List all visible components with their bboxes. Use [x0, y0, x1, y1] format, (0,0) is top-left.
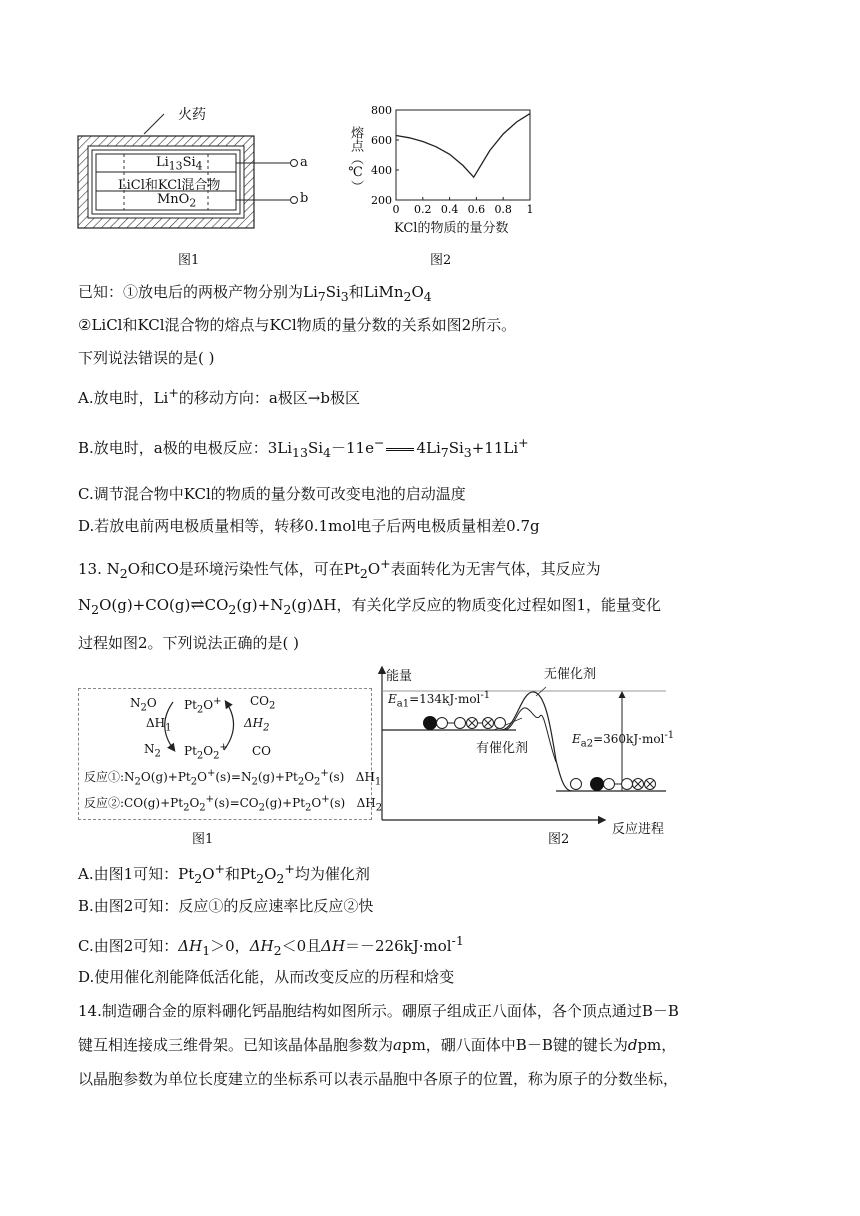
product-molecules	[571, 777, 656, 791]
ea2-label: $E_{a2}=360kJ\cdot mol^{-1}$	[572, 730, 675, 750]
q14-line1: 14.制造硼合金的原料硼化钙晶胞结构如图所示。硼原子组成正八面体，各个顶点通过B－B	[78, 1002, 679, 1020]
y-tick-label: 400	[371, 164, 392, 177]
y-tick-label: 600	[371, 134, 392, 147]
q12-known2: ②LiCl和KCl混合物的熔点与KCl物质的量分数的关系如图2所示。	[78, 316, 517, 334]
ea1-label: $E_{a1}=134kJ\cdot mol^{-1}$	[388, 690, 491, 710]
x-tick-label: 0.8	[494, 203, 512, 216]
cycle-co: CO	[252, 744, 272, 758]
energy-xlabel: 反应进程	[612, 822, 665, 837]
cycle-dh2: $\Delta H_2$	[244, 716, 270, 734]
cycle-n2o: $N_2O$	[130, 696, 157, 714]
q14-line3: 以晶胞参数为单位长度建立的坐标系可以表示晶胞中各原子的位置，称为原子的分数坐标，	[78, 1070, 679, 1088]
q12-option-d: D.若放电前两电极质量相等，转移0.1mol电子后两电极质量相差0.7g	[78, 517, 540, 535]
q12-option-a: A.放电时，Li+的移动方向：a极区→b极区	[78, 385, 360, 407]
mp-ylabel: 熔点（℃）	[348, 126, 363, 193]
q13-option-c: C.由图2可知：$\Delta H_1>0$，$\Delta H_2<0$且ΔH＝－226kJ·mol$^{-1}$	[78, 933, 464, 958]
cycle-pt2o2: $Pt_2O_2^+$	[184, 742, 228, 762]
layer-cathode: MnO$_2$	[157, 192, 197, 210]
q13-option-b: B.由图2可知：反应①的反应速率比反应②快	[78, 897, 374, 915]
terminal-b: b	[300, 191, 309, 206]
cycle-reaction-1: 反应$①:N_2O(g)+Pt_2O^+(s)=N_2(g)+Pt_2O_2^+(s)$ $\Delta H_1$	[84, 768, 382, 788]
no-catalyst-label: 无催化剂	[544, 667, 597, 682]
y-tick-label: 200	[371, 194, 392, 207]
cycle-co2: $CO_2$	[250, 694, 276, 712]
layer-electrolyte: LiCl和KCl混合物	[118, 178, 221, 193]
plot-frame	[396, 110, 530, 200]
q12-option-b: B.放电时，a极的电极反应：$3Li_{13}Si_4-11e^-$ $4Li_7Si_3+11Li^+$	[78, 435, 529, 460]
q12-known1: 已知：①放电后的两极产物分别为$Li_7Si_3$和$LiMn_2O_4$	[78, 283, 432, 304]
mp-xlabel: KCl的物质的量分数	[394, 221, 509, 236]
cycle-n2: $N_2$	[144, 742, 161, 760]
series-line	[396, 114, 530, 178]
x-tick-label: 0	[392, 203, 400, 216]
q13-option-a: A.由图1可知：$Pt_2O^+$和$Pt_2O_2^+$均为催化剂	[78, 861, 370, 886]
terminal-a: a	[300, 155, 308, 170]
with-catalyst-label: 有催化剂	[476, 741, 529, 756]
q13-line3: 过程如图2。下列说法正确的是( )	[78, 634, 300, 652]
q13-line2: $N_2O(g)+CO(g)\rightleftharpoons CO_2(g)+N_2(g)\Delta H$，有关化学反应的物质变化过程如图1，能量变化	[78, 595, 662, 617]
cycle-pt2o-top: $Pt_2O^+$	[184, 696, 222, 716]
q14-line2: 键互相连接成三维骨架。已知该晶体晶胞参数为apm，硼八面体中B－B键的键长为dpm，	[78, 1036, 677, 1054]
q13-fig2-caption: 图2	[548, 832, 570, 847]
powder-label: 火药	[178, 107, 206, 123]
x-tick-label: 0.6	[467, 203, 486, 216]
cycle-dh1: $\Delta H_1$	[146, 716, 172, 734]
y-tick-label: 800	[371, 104, 392, 117]
q13-line1: 13. $N_2O$和CO是环境污染性气体，可在$Pt_2O^+$表面转化为无害气体，其反应为	[78, 556, 601, 581]
layer-anode: $Li_{13}Si_4$	[156, 155, 203, 173]
q12-stem: 下列说法错误的是( )	[78, 349, 215, 367]
q12-option-c: C.调节混合物中KCl的物质的量分数可改变电池的启动温度	[78, 485, 466, 503]
energy-profile	[376, 660, 712, 840]
x-tick-label: 1	[526, 203, 534, 216]
q13-fig1-caption: 图1	[192, 832, 214, 847]
energy-ylabel: 能量	[386, 669, 413, 684]
reactant-molecules	[423, 716, 506, 730]
x-tick-label: 0.4	[440, 203, 459, 216]
q13-option-d: D.使用催化剂能降低活化能，从而改变反应的历程和焓变	[78, 968, 455, 986]
x-tick-label: 0.2	[414, 203, 432, 216]
cycle-reaction-2: 反应$②:CO(g)+Pt_2O_2^+(s)=CO_2(g)+Pt_2O^+(s)$ $\Delta H_2$	[84, 794, 383, 814]
fig1-caption: 图1	[178, 253, 200, 268]
fig2-caption: 图2	[430, 253, 452, 268]
